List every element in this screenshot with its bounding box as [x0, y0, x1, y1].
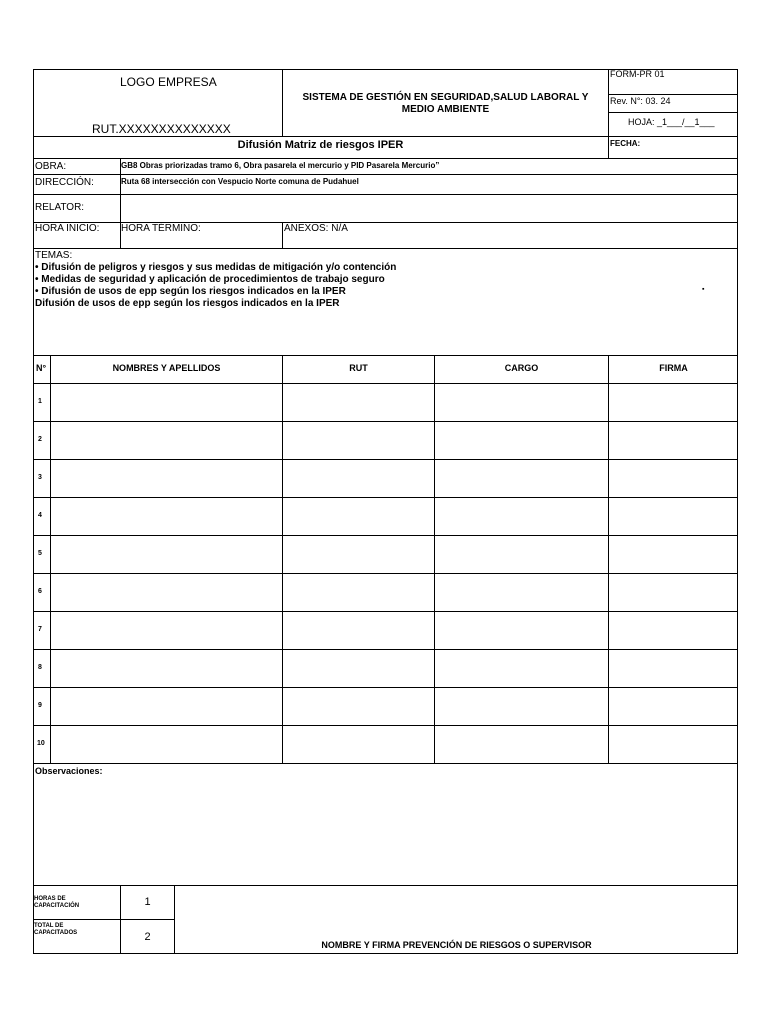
- header-firma: FIRMA: [659, 363, 688, 373]
- footer-divider-label: [120, 885, 121, 954]
- row-line: [33, 497, 738, 498]
- anexos-label: ANEXOS: N/A: [284, 223, 348, 234]
- row-line: [33, 535, 738, 536]
- total-label-line1: TOTAL DE: [34, 923, 64, 929]
- header-num: N°: [36, 363, 47, 373]
- horas-capacitacion-label: [34, 896, 79, 910]
- tema-item-1: • Difusión de peligros y riesgos y sus medidas de mitigación y/o contención: [35, 262, 397, 273]
- stray-mark: ▪: [702, 286, 705, 293]
- row-line: [33, 763, 738, 764]
- obra-label: OBRA:: [35, 161, 67, 172]
- system-title-line1: SISTEMA DE GESTIÓN EN SEGURIDAD,SALUD LABORAL Y: [302, 92, 589, 103]
- col-divider-nombres: [282, 355, 283, 764]
- hora-termino-label: HORA TÉRMINO:: [121, 223, 201, 234]
- fecha-label: FECHA:: [610, 139, 641, 148]
- header-line-rev: [608, 94, 738, 95]
- row-number-5: 5: [38, 550, 42, 557]
- row-number-4: 4: [38, 512, 42, 519]
- horas-label-line2: CAPACITACIÓN: [34, 902, 80, 909]
- direccion-value: Ruta 68 intersección con Vespucio Norte comuna de Pudahuel: [121, 177, 359, 186]
- form-code: FORM-PR 01: [610, 69, 665, 79]
- total-capacitados-value: 2: [144, 931, 151, 943]
- line-after-direccion: [33, 194, 738, 195]
- line-after-hora: [33, 248, 738, 249]
- row-line: [33, 421, 738, 422]
- header-nombres: NOMBRES Y APELLIDOS: [112, 363, 221, 373]
- direccion-label: DIRECCIÓN:: [35, 177, 94, 188]
- hora-inicio-label: HORA INICIO:: [35, 223, 100, 234]
- document-title: Difusión Matriz de riesgos IPER: [237, 139, 404, 151]
- row-line: [33, 573, 738, 574]
- observaciones-label: Observaciones:: [35, 766, 103, 776]
- header-rut: RUT: [349, 363, 368, 373]
- info-label-divider: [120, 158, 121, 248]
- row-number-10: 10: [37, 740, 45, 747]
- col-divider-num: [50, 355, 51, 764]
- form-frame: [33, 69, 738, 954]
- line-after-title: [33, 158, 738, 159]
- row-number-6: 6: [38, 588, 42, 595]
- footer-middle-line: [33, 919, 174, 920]
- row-line: [33, 459, 738, 460]
- line-after-obra: [33, 174, 738, 175]
- row-number-3: 3: [38, 474, 42, 481]
- temas-label: TEMAS:: [35, 250, 73, 261]
- page-hoja: HOJA: _1___/__1___: [628, 117, 715, 127]
- info-anexos-divider: [282, 222, 283, 248]
- row-line: [33, 687, 738, 688]
- row-line: [33, 649, 738, 650]
- system-title: [283, 92, 608, 115]
- row-line: [33, 725, 738, 726]
- tema-item-4: Difusión de usos de epp según los riesgos indicados en la IPER: [35, 298, 340, 309]
- row-number-8: 8: [38, 664, 42, 671]
- company-rut: RUT.XXXXXXXXXXXXXX: [92, 122, 231, 136]
- company-logo-placeholder: LOGO EMPRESA: [120, 75, 217, 89]
- col-divider-cargo: [608, 355, 609, 764]
- row-number-1: 1: [38, 398, 42, 405]
- header-cargo: CARGO: [504, 363, 539, 373]
- horas-label-line1: HORAS DE: [34, 896, 66, 902]
- revision-number: Rev. N°: 03. 24: [610, 96, 671, 106]
- row-number-7: 7: [38, 626, 42, 633]
- row-number-9: 9: [38, 702, 42, 709]
- col-divider-rut: [434, 355, 435, 764]
- tema-item-2: • Medidas de seguridad y aplicación de procedimientos de trabajo seguro: [35, 274, 385, 285]
- tema-item-3: • Difusión de usos de epp según los riesgos indicados en la IPER: [35, 286, 346, 297]
- header-divider-right: [608, 69, 609, 159]
- horas-capacitacion-value: 1: [144, 896, 151, 908]
- total-label-line2: CAPACITADOS: [34, 929, 78, 936]
- supervisor-signature-label: NOMBRE Y FIRMA PREVENCIÓN DE RIESGOS O SUPERVISOR: [321, 940, 592, 950]
- row-line: [33, 611, 738, 612]
- row-number-2: 2: [38, 436, 42, 443]
- table-header-bottom-line: [33, 383, 738, 384]
- table-top-line: [33, 355, 738, 356]
- footer-top-line: [33, 885, 738, 886]
- relator-label: RELATOR:: [35, 202, 85, 213]
- system-title-line2: MEDIO AMBIENTE: [401, 103, 490, 115]
- total-capacitados-label: [34, 923, 77, 937]
- header-line-hoja: [608, 112, 738, 113]
- header-bottom-line: [33, 136, 738, 137]
- obra-value: GB8 Obras priorizadas tramo 6, Obra pasarela el mercurio y PID Pasarela Mercurio”: [121, 161, 440, 170]
